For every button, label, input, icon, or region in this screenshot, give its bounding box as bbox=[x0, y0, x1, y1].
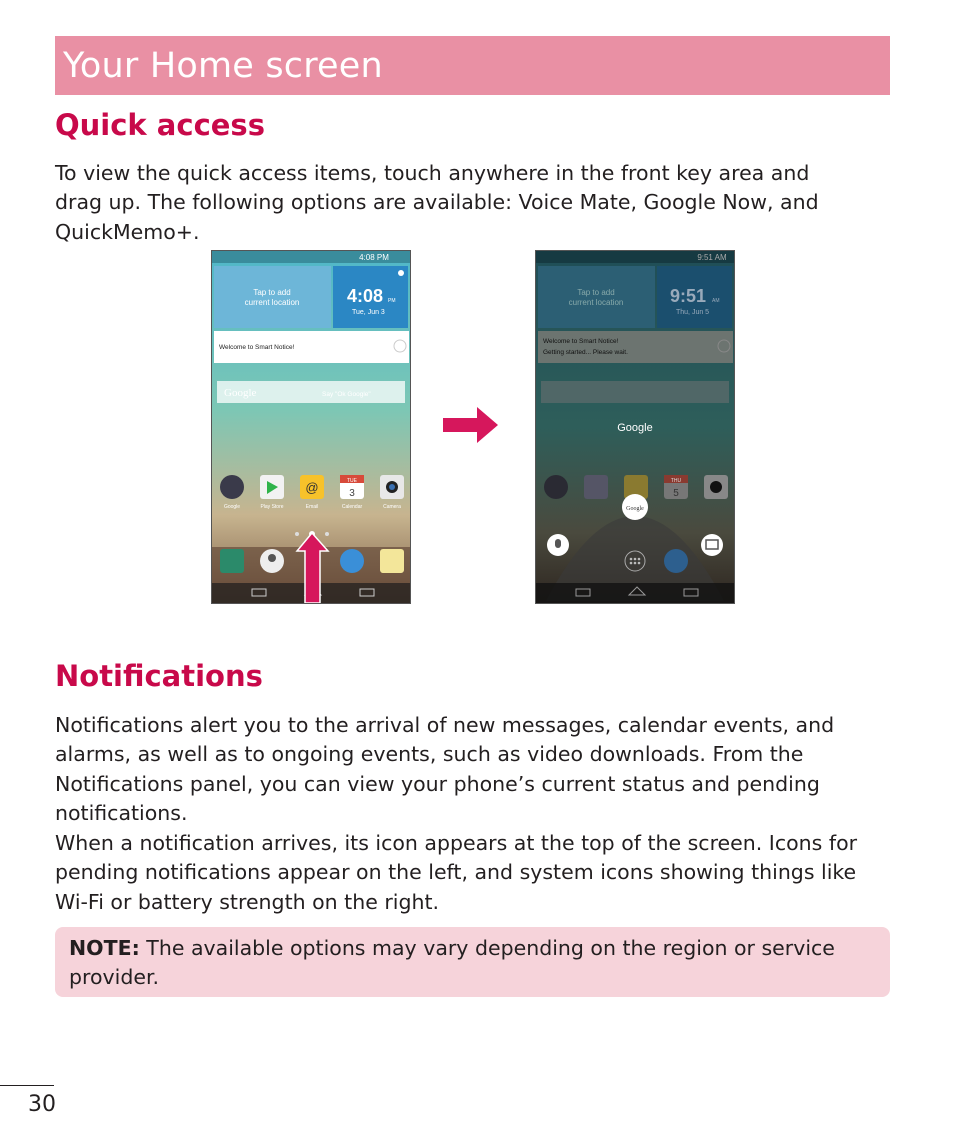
svg-text:Thu, Jun 5: Thu, Jun 5 bbox=[676, 309, 710, 316]
quick-access-paragraph: To view the quick access items, touch anywhere in the front key area and drag up. The following options are available: Voice Mate, Google Now, and QuickMemo+. bbox=[55, 161, 819, 244]
right-arrow-icon bbox=[443, 405, 499, 445]
page-number-rule bbox=[0, 1085, 54, 1086]
svg-text:Google: Google bbox=[223, 504, 241, 510]
svg-text:Play Store: Play Store bbox=[260, 504, 284, 510]
header-bar bbox=[55, 36, 890, 95]
svg-text:Tue, Jun 3: Tue, Jun 3 bbox=[352, 309, 385, 316]
svg-text:Tap to add: Tap to add bbox=[577, 288, 615, 297]
note-body: The available options may vary depending on the region or service provider. bbox=[69, 936, 835, 989]
section-heading-notifications: Notifications bbox=[55, 659, 263, 693]
svg-text:Google: Google bbox=[617, 422, 653, 434]
svg-text:9:51: 9:51 bbox=[670, 286, 707, 306]
svg-text:5: 5 bbox=[673, 488, 679, 499]
svg-text:THU: THU bbox=[670, 478, 682, 484]
svg-text:Camera: Camera bbox=[383, 504, 401, 510]
note-text bbox=[69, 934, 869, 992]
phone-screenshot-quick-access bbox=[535, 250, 735, 604]
svg-text:9:51 AM: 9:51 AM bbox=[697, 253, 727, 262]
svg-text:PM: PM bbox=[388, 298, 396, 304]
svg-text:current location: current location bbox=[568, 298, 624, 307]
svg-text:AM: AM bbox=[712, 298, 720, 304]
svg-text:Google: Google bbox=[626, 506, 644, 512]
svg-text:Say "Ok Google": Say "Ok Google" bbox=[322, 391, 371, 398]
notifications-paragraph-1: Notifications alert you to the arrival of new messages, calendar events, and alarms, as well as to ongoing events, such as video downloads. From the Notifications panel, you can view your phone’s current status and pending notifications. bbox=[55, 713, 835, 825]
svg-text:Getting started... Please wait: Getting started... Please wait. bbox=[543, 349, 628, 356]
svg-text:current location: current location bbox=[244, 298, 300, 307]
note-box bbox=[55, 927, 890, 997]
page-number: 30 bbox=[28, 1092, 56, 1117]
notifications-paragraph-2: When a notification arrives, its icon appears at the top of the screen. Icons for pending notifications appear on the left, and system icons showing things like Wi-Fi or battery strength on the right. bbox=[55, 831, 858, 914]
svg-text:Email: Email bbox=[305, 504, 319, 510]
page-title: Your Home screen bbox=[63, 46, 383, 86]
svg-text:Welcome to Smart Notice!: Welcome to Smart Notice! bbox=[219, 344, 295, 351]
section-heading-quick-access: Quick access bbox=[55, 108, 265, 142]
svg-text:Calendar: Calendar bbox=[341, 504, 363, 510]
note-label: NOTE: bbox=[69, 936, 140, 960]
svg-text:4:08: 4:08 bbox=[347, 286, 384, 306]
phone-screenshot-home bbox=[211, 250, 411, 604]
svg-text:TUE: TUE bbox=[347, 478, 357, 484]
svg-text:3: 3 bbox=[349, 488, 355, 499]
svg-text:@: @ bbox=[305, 480, 319, 495]
status-time: 4:08 PM bbox=[359, 253, 389, 262]
svg-text:Google: Google bbox=[224, 387, 257, 399]
svg-text:Tap to add: Tap to add bbox=[253, 288, 291, 297]
svg-text:Welcome to Smart Notice!: Welcome to Smart Notice! bbox=[543, 338, 619, 345]
